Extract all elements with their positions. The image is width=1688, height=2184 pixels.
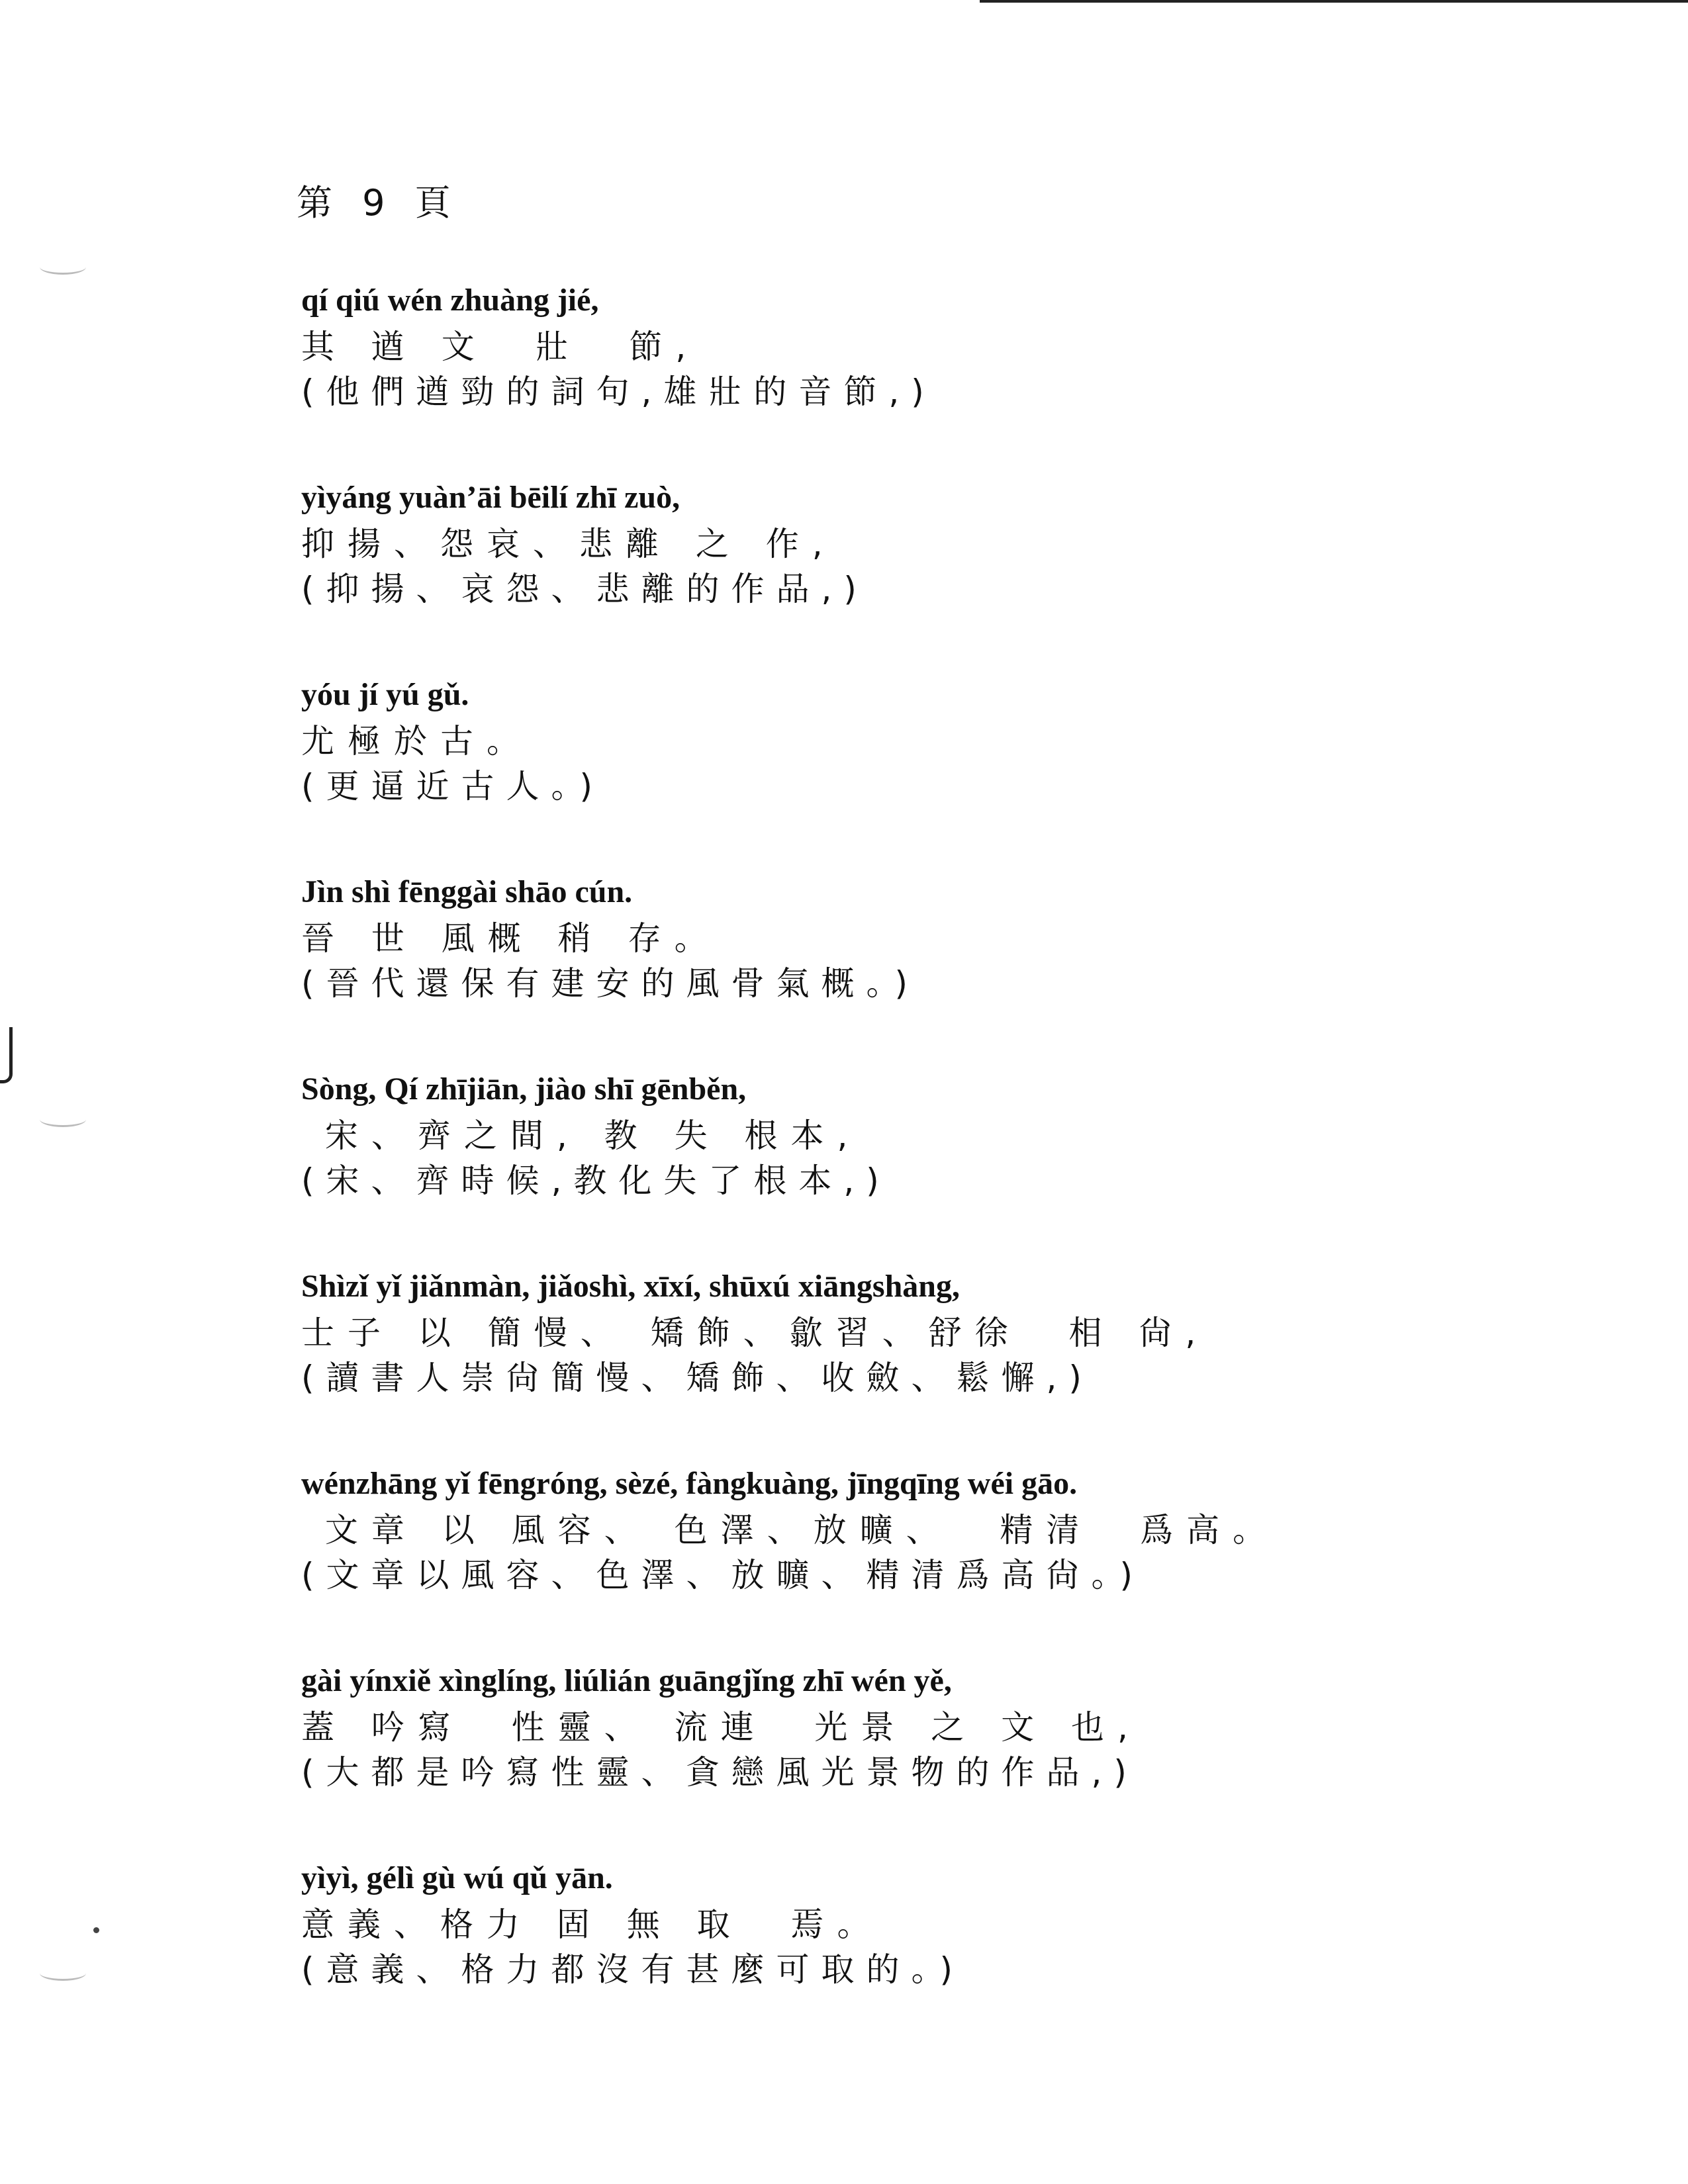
punch-hole-mark bbox=[40, 1112, 86, 1127]
pinyin-line: yìyì, gélì gù wú qǔ yān. bbox=[301, 1860, 613, 1895]
pinyin-line: yìyáng yuàn’āi bēilí zhī zuò, bbox=[301, 480, 680, 515]
scan-edge bbox=[980, 0, 1688, 3]
chinese-text-line: 宋、齊之間, 教 失 根本, bbox=[301, 1116, 861, 1155]
translation-line: (文章以風容、色澤、放曠、精清爲高尙。) bbox=[301, 1556, 1145, 1594]
chinese-text-line: 士子 以 簡慢、 矯飾、歙習、舒徐 相 尙, bbox=[301, 1314, 1209, 1352]
translation-line: (讀書人崇尙簡慢、矯飾、收斂、鬆懈,) bbox=[301, 1359, 1094, 1397]
pinyin-line: Shìzǐ yǐ jiǎnmàn, jiǎoshì, xīxí, shūxú xiāngshàng, bbox=[301, 1269, 960, 1304]
translation-line: (更逼近古人。) bbox=[301, 767, 605, 805]
scan-dot bbox=[93, 1927, 99, 1933]
chinese-text-line: 意義、格力 固 無 取 焉。 bbox=[301, 1905, 884, 1944]
pinyin-line: wénzhāng yǐ fēngróng, sèzé, fàngkuàng, jīngqīng wéi gāo. bbox=[301, 1466, 1078, 1501]
translation-line: (他們遒勁的詞句,雄壯的音節,) bbox=[301, 373, 936, 411]
stanza-1 bbox=[301, 265, 1393, 416]
punch-hole-mark bbox=[40, 1966, 86, 1981]
punch-hole-mark bbox=[40, 259, 86, 275]
translation-line: (意義、格力都沒有甚麼可取的。) bbox=[301, 1950, 965, 1989]
translation-line: (宋、齊時候,教化失了根本,) bbox=[301, 1161, 891, 1200]
pinyin-line: gài yínxiě xìnglíng, liúlián guāngjǐng zhī wén yě, bbox=[301, 1663, 952, 1698]
stanza-2 bbox=[301, 462, 1393, 613]
pinyin-line: Sòng, Qí zhījiān, jiào shī gēnběn, bbox=[301, 1071, 747, 1107]
stanza-9 bbox=[301, 1843, 1393, 1993]
stanza-4 bbox=[301, 856, 1393, 1007]
stanza-3 bbox=[301, 659, 1393, 810]
stanza-6 bbox=[301, 1251, 1393, 1402]
translation-line: (大都是吟寫性靈、貪戀風光景物的作品,) bbox=[301, 1753, 1139, 1792]
chinese-text-line: 晉 世 風概 稍 存。 bbox=[301, 919, 721, 958]
chinese-text-line: 尤極於古。 bbox=[301, 722, 533, 760]
pinyin-line: qí qiú wén zhuàng jié, bbox=[301, 283, 599, 318]
chinese-text-line: 其 遒 文 壯 節, bbox=[301, 328, 700, 366]
verse-stanzas bbox=[301, 265, 1393, 2040]
chinese-text-line: 蓋 吟寫 性靈、 流連 光景 之 文 也, bbox=[301, 1708, 1141, 1747]
chinese-text-line: 文章 以 風容、 色澤、放曠、 精清 爲高。 bbox=[301, 1511, 1280, 1549]
stanza-7 bbox=[301, 1448, 1393, 1599]
chinese-text-line: 抑揚、怨哀、悲離 之 作, bbox=[301, 525, 836, 563]
pinyin-line: Jìn shì fēnggài shāo cún. bbox=[301, 874, 633, 909]
page-number: 第 9 頁 bbox=[297, 182, 460, 224]
translation-line: (晉代還保有建安的風骨氣概。) bbox=[301, 964, 920, 1003]
stanza-8 bbox=[301, 1645, 1393, 1796]
scan-edge-tick bbox=[0, 1027, 13, 1083]
translation-line: (抑揚、哀怨、悲離的作品,) bbox=[301, 570, 868, 608]
stanza-5 bbox=[301, 1054, 1393, 1205]
pinyin-line: yóu jí yú gǔ. bbox=[301, 677, 469, 712]
